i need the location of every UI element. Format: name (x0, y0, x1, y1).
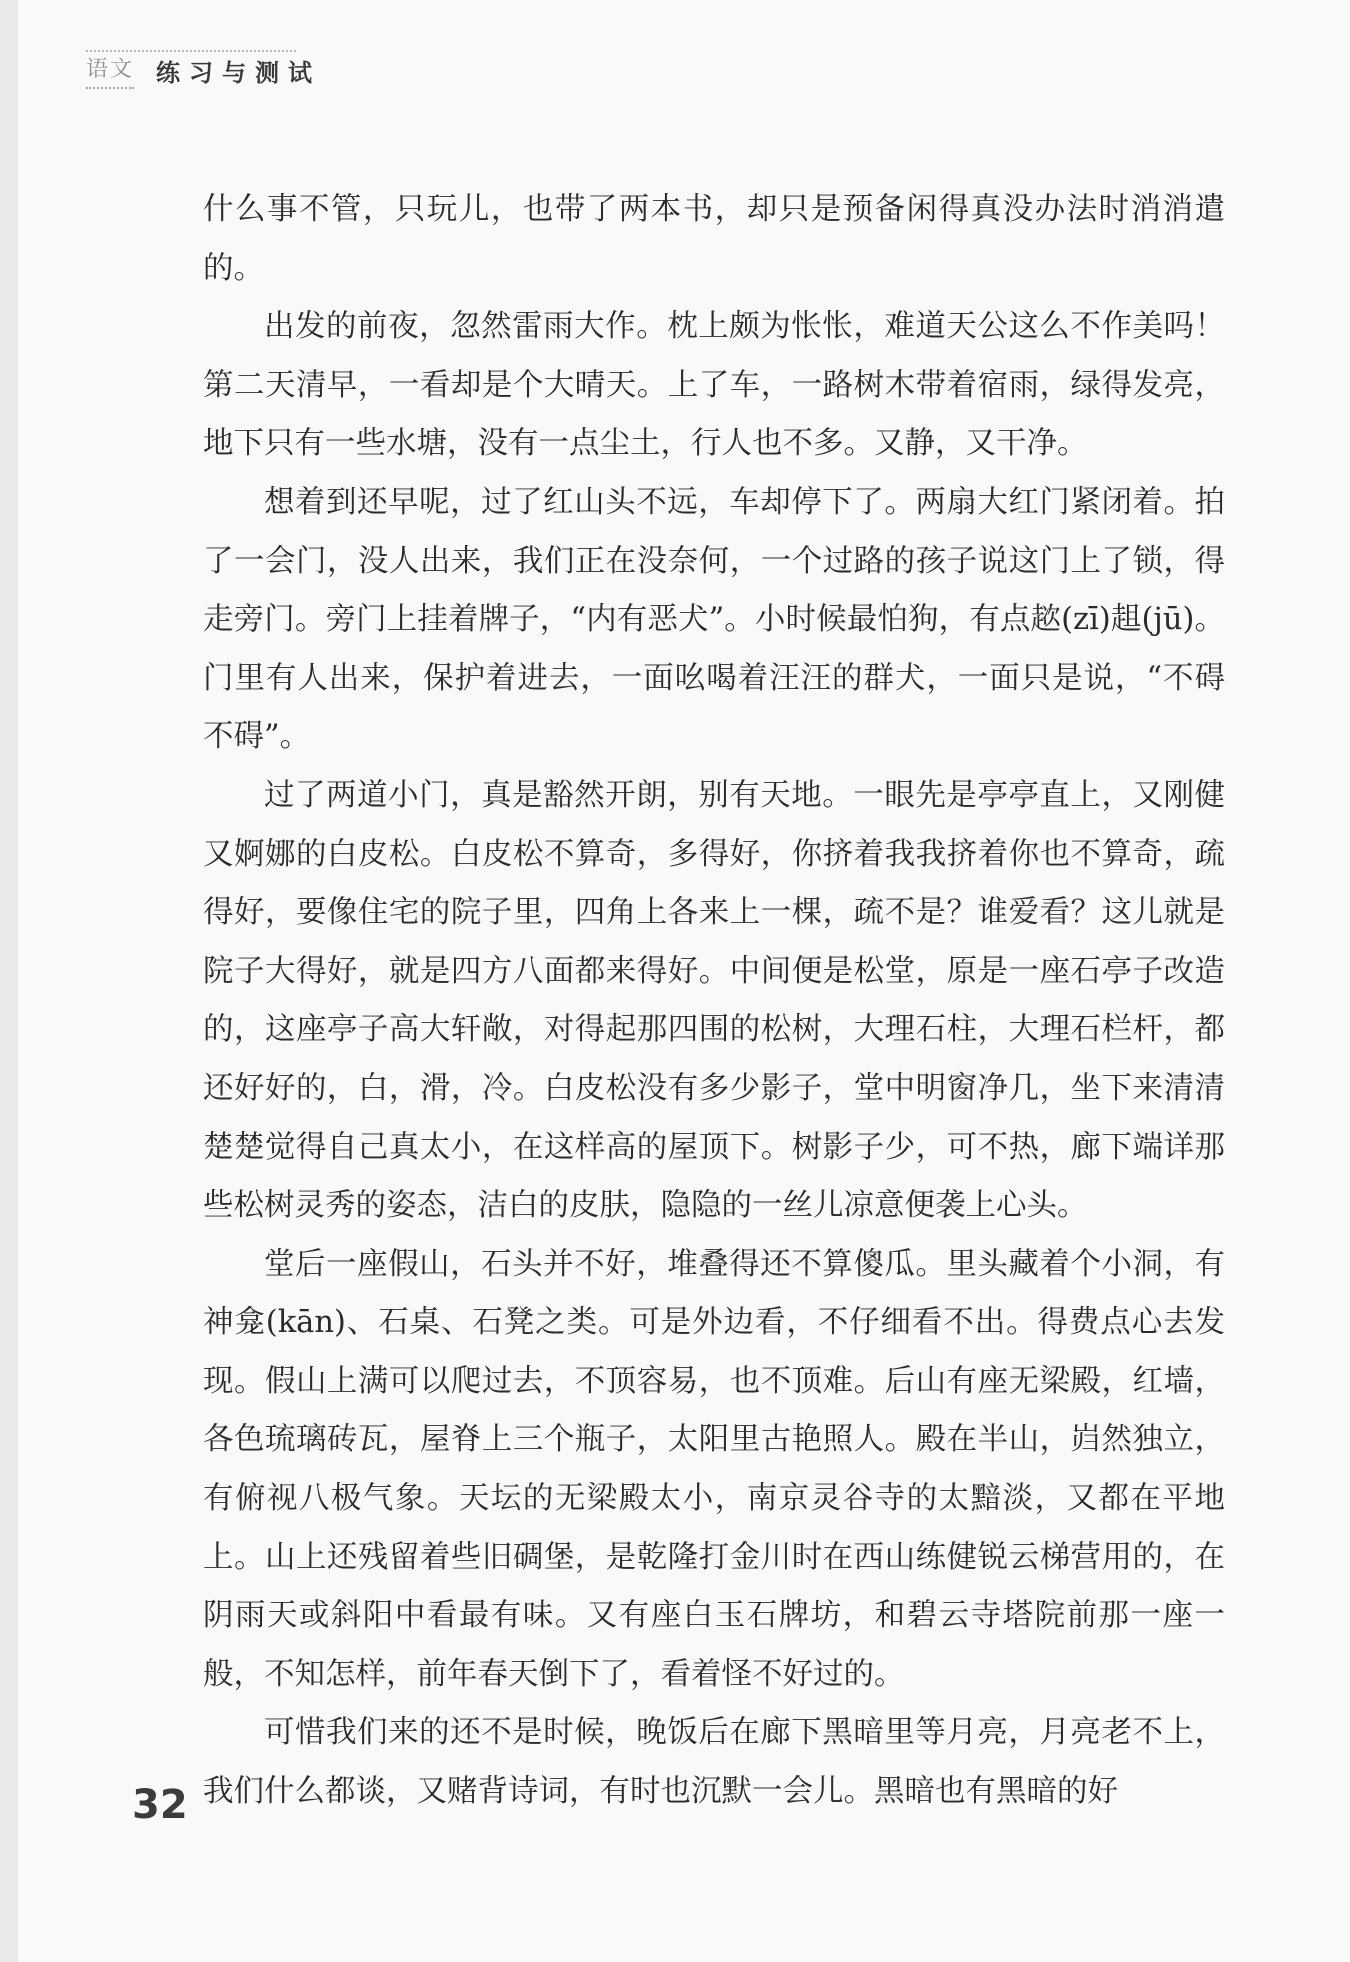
body-text (203, 181, 1225, 1822)
paragraph-1: 什么事不管，只玩儿，也带了两本书，却只是预备闲得真没办法时消消遣的。 (203, 192, 1225, 286)
page-number: 32 (132, 1782, 188, 1828)
paragraph-2: 出发的前夜，忽然雷雨大作。枕上颇为怅怅，难道天公这么不作美吗！第二天清早，一看却是个大晴天。上了车，一路树木带着宿雨，绿得发亮，地下只有一些水塘，没有一点尘土，行人也不多。又静，又干净。 (203, 309, 1225, 462)
paragraph-5: 堂后一座假山，石头并不好，堆叠得还不算傻瓜。里头藏着个小洞，有神龛(kān)、石桌、石凳之类。可是外边看，不仔细看不出。得费点心去发现。假山上满可以爬过去，不顶容易，也不顶难。后山有座无梁殿，红墙，各色琉璃砖瓦，屋脊上三个瓶子，太阳里古艳照人。殿在半山，岿然独立，有俯视八极气象。天坛的无梁殿太小，南京灵谷寺的太黯淡，又都在平地上。山上还残留着些旧碉堡，是乾隆打金川时在西山练健锐云梯营用的，在阴雨天或斜阳中看最有味。又有座白玉石牌坊，和碧云寺塔院前那一座一般，不知怎样，前年春天倒下了，看着怪不好过的。 (203, 1246, 1225, 1692)
running-header (86, 50, 321, 90)
page (18, 0, 1350, 1962)
paragraph-6: 可惜我们来的还不是时候，晚饭后在廊下黑暗里等月亮，月亮老不上，我们什么都谈，又赌背诗词，有时也沉默一会儿。黑暗也有黑暗的好 (203, 1715, 1225, 1810)
paragraph-3: 想着到还早呢，过了红山头不远，车却停下了。两扇大红门紧闭着。拍了一会门，没人出来，我们正在没奈何，一个过路的孩子说这门上了锁，得走旁门。旁门上挂着牌子，“内有恶犬”。小时候最怕狗，有点趑(zī)趄(jū)。门里有人出来，保护着进去，一面吆喝着汪汪的群犬，一面只是说，“不碍不碍”。 (203, 484, 1225, 755)
header-title: 练习与测试 (156, 58, 322, 87)
header-subject: 语文 (86, 52, 134, 89)
paragraph-4: 过了两道小门，真是豁然开朗，别有天地。一眼先是亭亭直上，又刚健又婀娜的白皮松。白皮松不算奇，多得好，你挤着我我挤着你也不算奇，疏得好，要像住宅的院子里，四角上各来上一棵，疏不是？谁爱看？这儿就是院子大得好，就是四方八面都来得好。中间便是松堂，原是一座石亭子改造的，这座亭子高大轩敞，对得起那四围的松树，大理石柱，大理石栏杆，都还好好的，白，滑，冷。白皮松没有多少影子，堂中明窗净几，坐下来清清楚楚觉得自己真太小，在这样高的屋顶下。树影子少，可不热，廊下端详那些松树灵秀的姿态，洁白的皮肤，隐隐的一丝儿凉意便袭上心头。 (203, 777, 1225, 1224)
